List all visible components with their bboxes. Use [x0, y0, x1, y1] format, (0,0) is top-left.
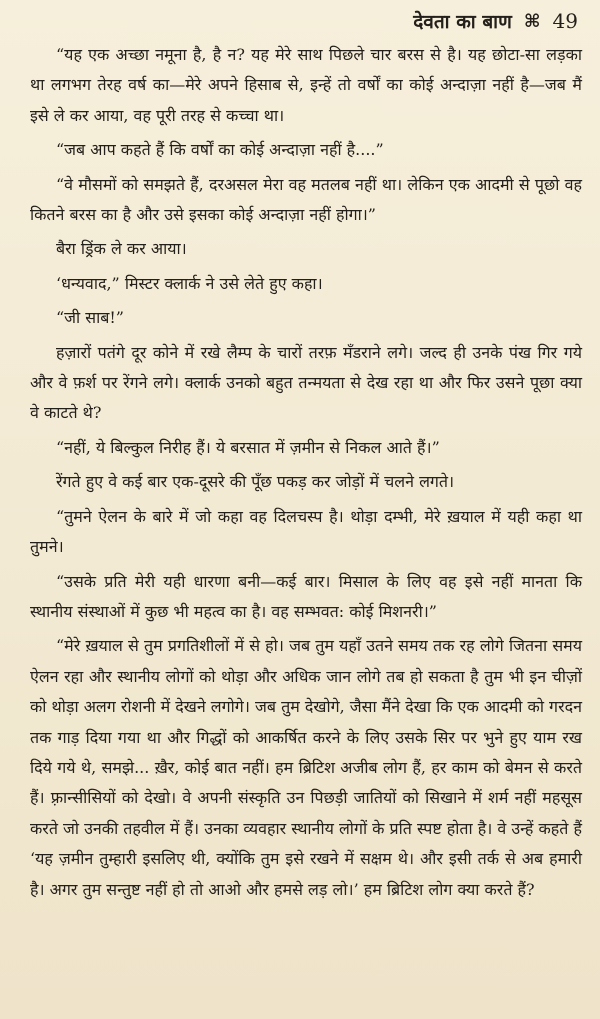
paragraph: रेंगते हुए वे कई बार एक-दूसरे की पूँछ पकड़ कर जोड़ों में चलने लगते।	[56, 472, 455, 492]
paragraph: “यह एक अच्छा नमूना है, है न? यह मेरे साथ पिछले चार बरस से है। यह छोटा-सा लड़का था लगभग तेरह वर्ष का—मेरे अपने हिसाब से, इन्हें तो वर्षों का कोई अन्दाज़ा नहीं है—जब मैं इसे ले कर आया, वह पूरी तरह से कच्चा था।	[30, 45, 582, 125]
paragraph: “उसके प्रति मेरी यही धारणा बनी—कई बार। मिसाल के लिए वह इसे नहीं मानता कि स्थानीय संस्थाओं में कुछ भी महत्व का है। वह सम्भवत: कोई मिशनरी।”	[30, 571, 582, 621]
paragraph: “जी साब!”	[56, 308, 124, 328]
running-header	[30, 4, 582, 38]
paragraph: बैरा ड्रिंक ले कर आया।	[56, 239, 187, 259]
page-number: 49	[552, 9, 578, 33]
paragraph: “जब आप कहते हैं कि वर्षों का कोई अन्दाज़ा नहीं है....”	[56, 140, 384, 160]
paragraph: “तुमने ऐलन के बारे में जो कहा वह दिलचस्प है। थोड़ा दम्भी, मेरे ख़याल में यही कहा था तुमने।	[30, 506, 582, 557]
paragraph: हज़ारों पतंगे दूर कोने में रखे लैम्प के चारों तरफ़ मँडराने लगे। जल्द ही उनके पंख गिर गये और वे फ़र्श पर रेंगने लगे। क्लार्क उनको बहुत तन्मयता से देख रहा था और फिर उसने पूछा क्या वे काटते थे?	[30, 342, 582, 423]
paragraph: “मेरे ख़याल से तुम प्रगतिशीलों में से हो। जब तुम यहाँ उतने समय तक रह लोगे जितना समय ऐलन रहा और स्थानीय लोगों को थोड़ा और अधिक जान लोगे तब हो सकता है तुम भी इन चीज़ों को थोड़ा अलग रोशनी में देखने लगोगे। जब तुम देखोगे, जैसा मैंने देखा कि एक आदमी को गरदन तक गाड़ दिया गया था और गिद्धों को आकर्षित करने के लिए उसके सिर पर भुने हुए याम रख दिये गये थे, समझे... ख़ैर, कोई बात नहीं। हम ब्रिटिश अजीब लोग हैं, हर काम को बेमन से करते हैं। फ़्रान्सीसियों को देखो। वे अपनी संस्कृति उन पिछड़ी जातियों को सिखाने में शर्म नहीं महसूस करते जो उनकी तहवील में हैं। उनका व्यवहार स्थानीय लोगों के प्रति स्पष्ट होता है। वे उन्हें कहते हैं ‘यह ज़मीन तुम्हारी इसलिए थी, क्योंकि तुम इसे रखने में सक्षम थे। और इसी तर्क से अब हमारी है। अगर तुम सन्तुष्ट नहीं हो तो आओ और हमसे लड़ लो।’ हम ब्रिटिश लोग क्या करते हैं?	[30, 636, 582, 899]
paragraph: “नहीं, ये बिल्कुल निरीह हैं। ये बरसात में ज़मीन से निकल आते हैं।”	[56, 437, 440, 457]
body-text	[30, 40, 582, 905]
ornament-icon: ⌘	[523, 10, 541, 32]
chapter-title: देवता का बाण	[413, 11, 512, 33]
paragraph: “वे मौसमों को समझते हैं, दरअसल मेरा वह मतलब नहीं था। लेकिन एक आदमी से पूछो वह कितने बरस का है और उसे इसका कोई अन्दाज़ा नहीं होगा।”	[30, 174, 582, 225]
paragraph: ‘धन्यवाद,” मिस्टर क्लार्क ने उसे लेते हुए कहा।	[56, 273, 323, 293]
